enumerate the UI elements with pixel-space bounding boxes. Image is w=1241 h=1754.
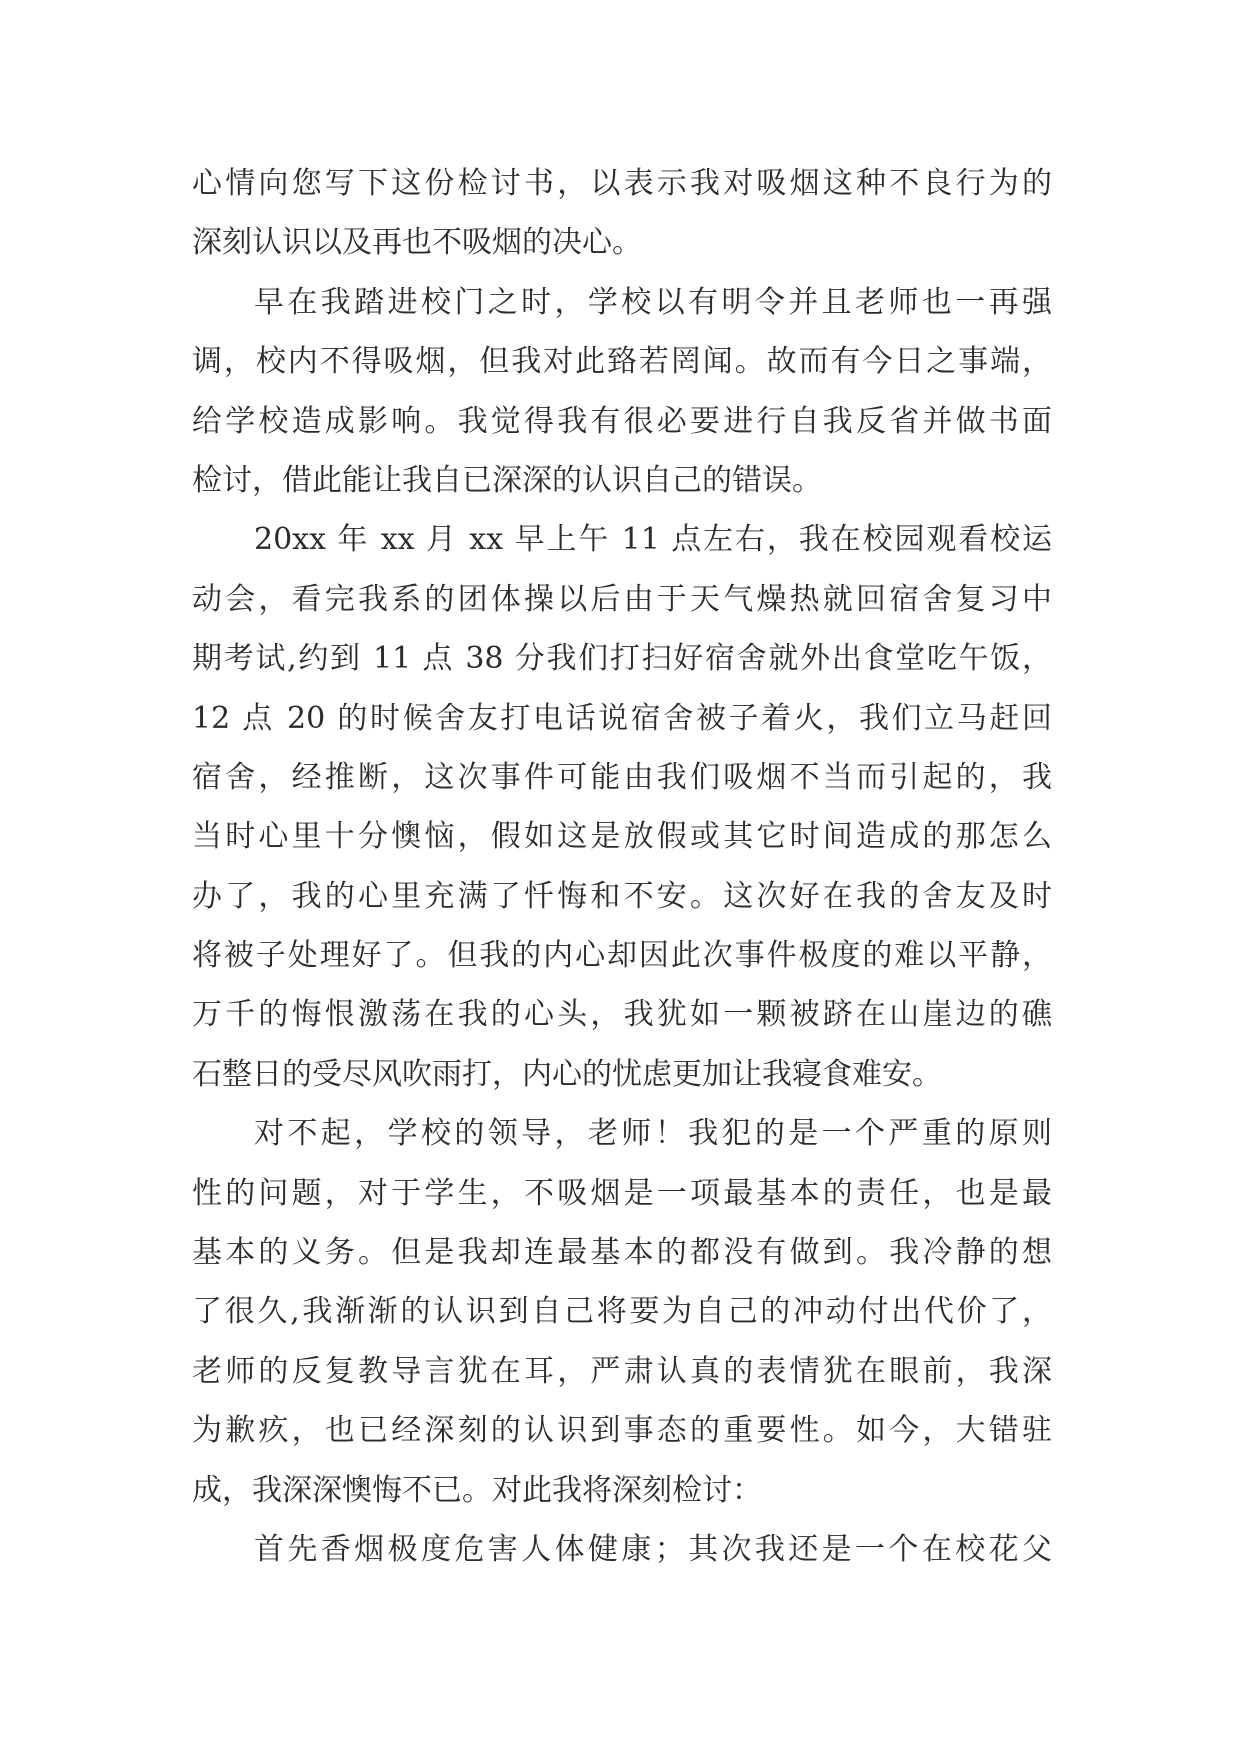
document-body	[192, 154, 1052, 1579]
text-line: 早在我踏进校门之时，学校以有明令并且老师也一再强	[254, 284, 1052, 320]
text-line: 性的问题，对于学生，不吸烟是一项最基本的责任，也是最	[192, 1175, 1052, 1211]
paragraph	[192, 510, 1052, 1104]
text-line: 给学校造成影响。我觉得我有很必要进行自我反省并做书面	[192, 403, 1052, 439]
text-line: 了很久,我渐渐的认识到自己将要为自己的冲动付出代价了，	[192, 1294, 1052, 1330]
text-line: 动会，看完我系的团体操以后由于天气燥热就回宿舍复习中	[192, 581, 1052, 617]
text-line: 宿舍，经推断，这次事件可能由我们吸烟不当而引起的，我	[192, 759, 1052, 795]
text-line: 检讨，借此能让我自已深深的认识自己的错误。	[192, 462, 822, 498]
text-line: 石整日的受尽风吹雨打，内心的忧虑更加让我寝食难安。	[192, 1056, 942, 1092]
text-line: 对不起，学校的领导，老师！我犯的是一个严重的原则	[254, 1116, 1052, 1152]
text-line: 调，校内不得吸烟，但我对此臵若罔闻。故而有今日之事端，	[192, 344, 1052, 380]
text-line: 当时心里十分懊恼，假如这是放假或其它时间造成的那怎么	[192, 819, 1052, 855]
text-line: 心情向您写下这份检讨书，以表示我对吸烟这种不良行为的	[192, 166, 1052, 201]
text-line: 深刻认识以及再也不吸烟的决心。	[192, 225, 642, 261]
text-line: 基本的义务。但是我却连最基本的都没有做到。我冷静的想	[192, 1235, 1052, 1271]
text-line: 20xx 年 xx 月 xx 早上午 11 点左右，我在校园观看校运	[254, 522, 1052, 558]
paragraph	[192, 1104, 1052, 1520]
text-line: 万千的悔恨激荡在我的心头，我犹如一颗被跻在山崖边的礁	[192, 997, 1052, 1033]
text-line: 老师的反复教导言犹在耳，严肃认真的表情犹在眼前，我深	[192, 1353, 1052, 1389]
paragraph	[192, 273, 1052, 511]
paragraph	[192, 1520, 1052, 1579]
paragraph	[192, 154, 1052, 273]
text-line: 成，我深深懊悔不已。对此我将深刻检讨：	[192, 1472, 762, 1508]
text-line: 将被子处理好了。但我的内心却因此次事件极度的难以平静，	[192, 938, 1052, 974]
text-line: 办了，我的心里充满了忏悔和不安。这次好在我的舍友及时	[192, 878, 1052, 914]
text-line: 为歉疚，也已经深刻的认识到事态的重要性。如今，大错驻	[192, 1413, 1052, 1449]
text-line: 首先香烟极度危害人体健康；其次我还是一个在校花父	[254, 1531, 1052, 1567]
text-line: 12 点 20 的时候舍友打电话说宿舍被子着火，我们立马赶回	[192, 700, 1052, 736]
text-line: 期考试,约到 11 点 38 分我们打扫好宿舍就外出食堂吃午饭，	[192, 641, 1052, 677]
